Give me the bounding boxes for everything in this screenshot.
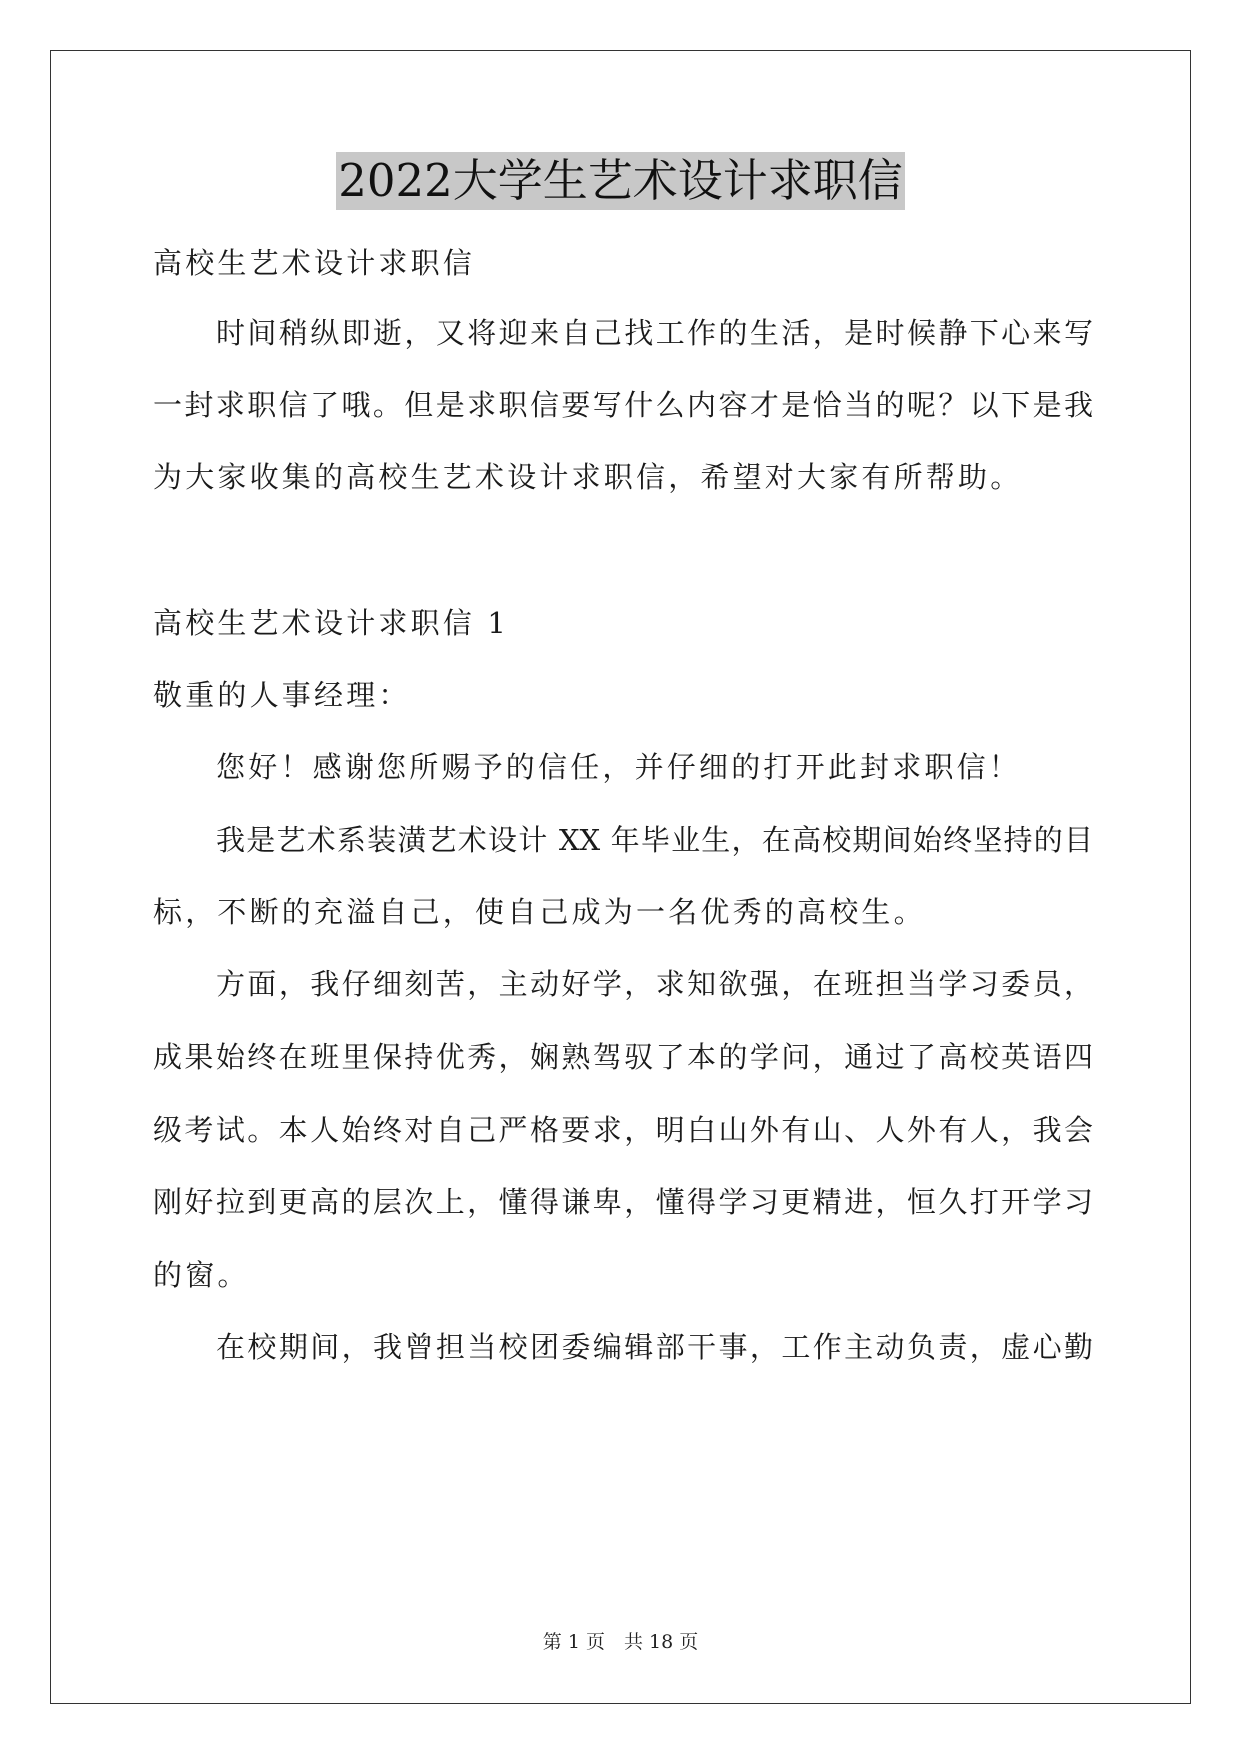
subtitle: 高校生艺术设计求职信 [153,246,476,280]
paragraph-line: 在校期间，我曾担当校团委编辑部干事，工作主动负责，虚心勤 [216,1330,1093,1364]
document-title: 2022大学生艺术设计求职信 [336,152,905,210]
paragraph-line: 方面，我仔细刻苦，主动好学，求知欲强，在班担当学习委员， [216,967,1093,1001]
salutation: 敬重的人事经理： [153,678,411,712]
paragraph-line: 我是艺术系装潢艺术设计 XX 年毕业生，在高校期间始终坚持的目 [216,823,1093,857]
paragraph-line: 级考试。本人始终对自己严格要求，明白山外有山、人外有人，我会 [153,1113,1093,1147]
greeting: 您好！感谢您所赐予的信任，并仔细的打开此封求职信！ [216,750,1022,784]
intro-line: 时间稍纵即逝，又将迎来自己找工作的生活，是时候静下心来写 [216,316,1093,350]
page-border [50,50,1191,1704]
section-heading: 高校生艺术设计求职信 1 [153,606,510,640]
page-number: 第 1 页 共 18 页 [542,1631,699,1653]
paragraph-line: 刚好拉到更高的层次上，懂得谦卑，懂得学习更精进，恒久打开学习 [153,1185,1093,1219]
paragraph-line: 标，不断的充溢自己，使自己成为一名优秀的高校生。 [153,895,926,929]
paragraph-line: 的窗。 [153,1258,250,1292]
intro-line: 一封求职信了哦。但是求职信要写什么内容才是恰当的呢？以下是我 [153,388,1093,422]
intro-line: 为大家收集的高校生艺术设计求职信，希望对大家有所帮助。 [153,460,1023,494]
paragraph-line: 成果始终在班里保持优秀，娴熟驾驭了本的学问，通过了高校英语四 [153,1040,1093,1074]
title-container [0,152,1241,210]
